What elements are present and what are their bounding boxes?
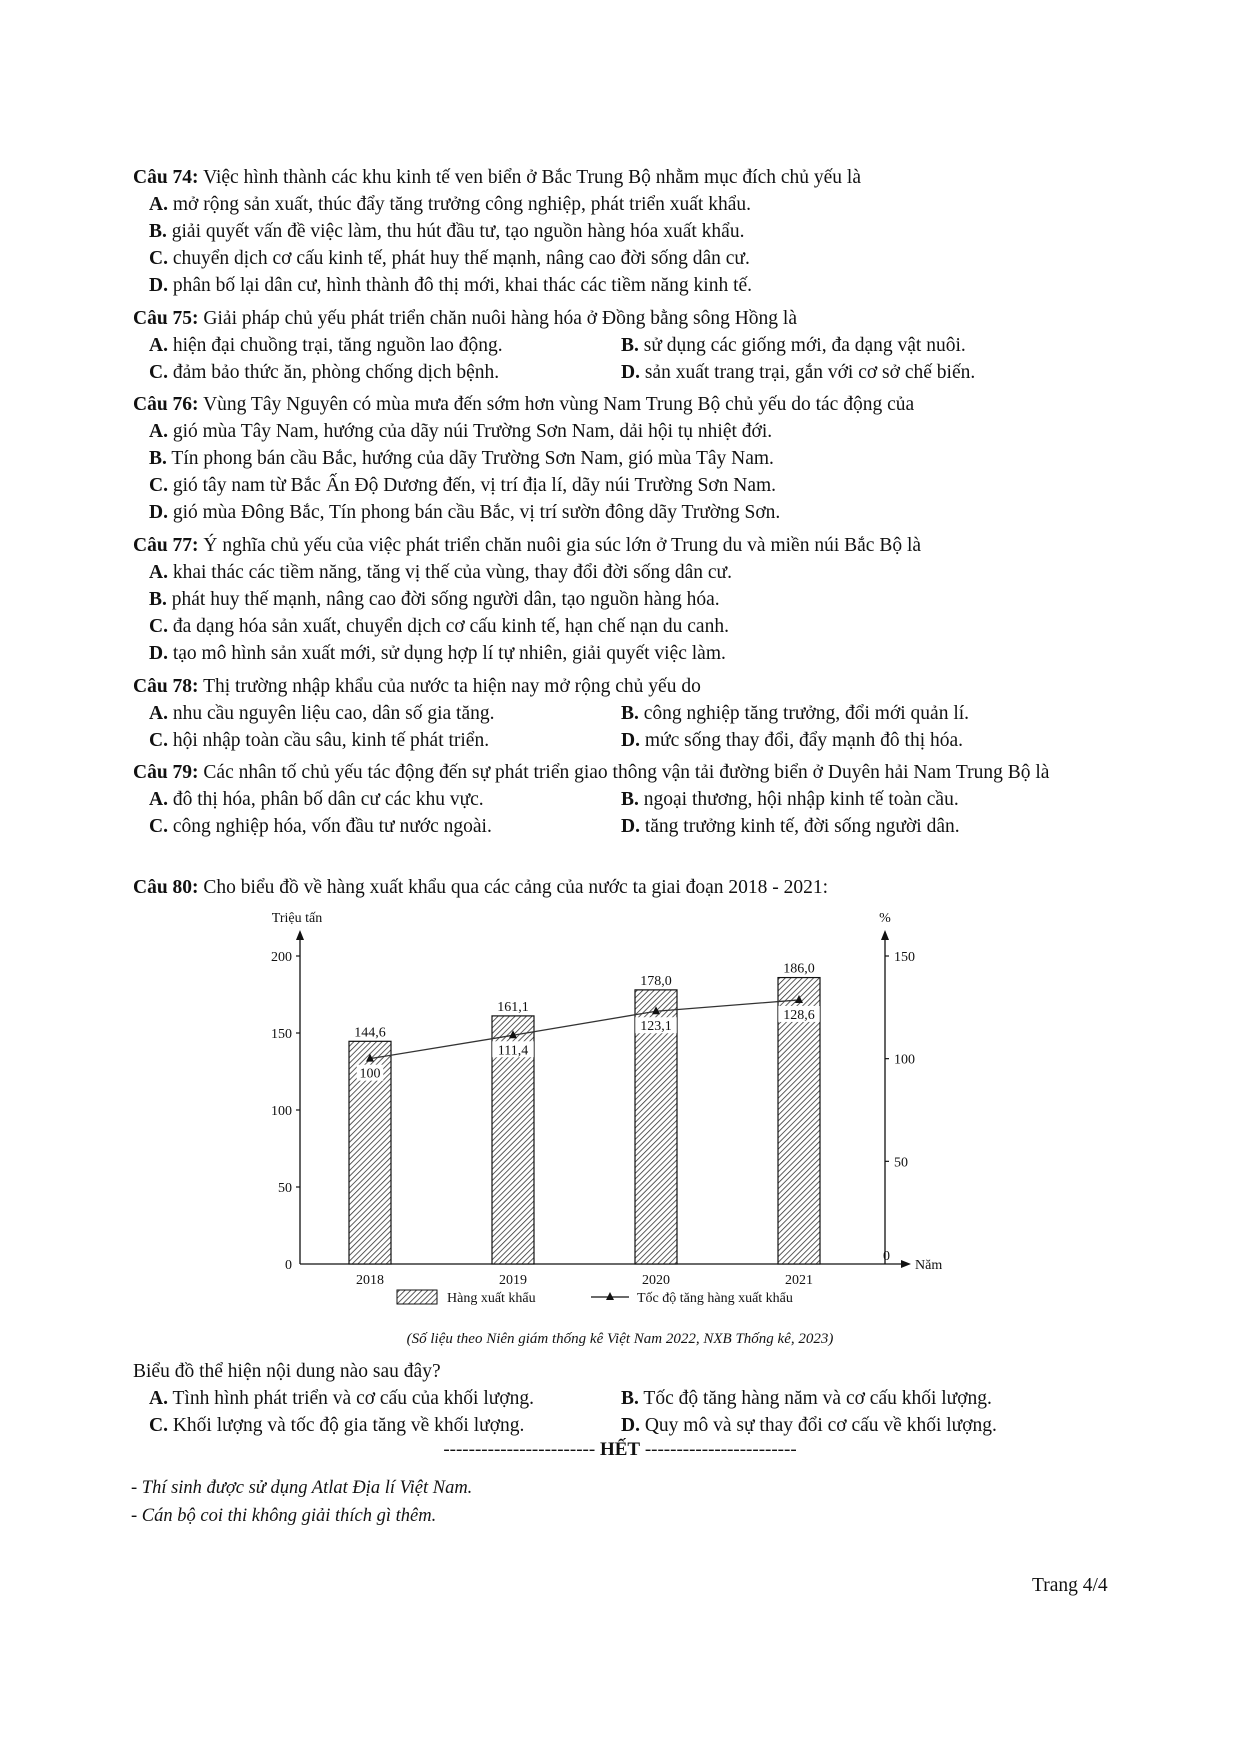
option-text: chuyển dịch cơ cấu kinh tế, phát huy thế mạnh, nâng cao đời sống dân cư. (172, 248, 750, 269)
x-axis-label: Năm (915, 1258, 943, 1273)
chart-svg (255, 908, 975, 1318)
question-stem (133, 874, 1093, 901)
question-text: Thị trường nhập khẩu của nước ta hiện nay mở rộng chủ yếu do (203, 676, 701, 697)
option-letter: D. (149, 275, 168, 296)
bar-value-label: 186,0 (783, 961, 815, 977)
option-b (133, 218, 1093, 245)
option-letter: A. (149, 789, 168, 810)
option-text: ngoại thương, hội nhập kinh tế toàn cầu. (643, 789, 959, 810)
option-b (621, 786, 1093, 813)
options-row (133, 727, 1093, 754)
growth-value-label: 128,6 (783, 1007, 815, 1023)
question-text: Vùng Tây Nguyên có mùa mưa đến sớm hơn vùng Nam Trung Bộ chủ yếu do tác động của (203, 394, 915, 415)
option-text: đa dạng hóa sản xuất, chuyển dịch cơ cấu kinh tế, hạn chế nạn du canh. (172, 616, 729, 637)
option-text: gió tây nam từ Bắc Ấn Độ Dương đến, vị trí địa lí, dãy núi Trường Sơn Nam. (172, 475, 777, 496)
het-word: HẾT (599, 1439, 641, 1460)
left-tick-label: 100 (271, 1104, 292, 1119)
option-a (149, 1385, 621, 1412)
options-row (133, 1385, 1093, 1412)
option-d (133, 640, 1093, 667)
option-letter: B. (621, 703, 639, 724)
question-stem (133, 532, 1093, 559)
option-c (149, 813, 621, 840)
option-letter: D. (621, 816, 640, 837)
left-tick-label: 150 (271, 1027, 292, 1042)
options-row (133, 700, 1093, 727)
question-text: Giải pháp chủ yếu phát triển chăn nuôi hàng hóa ở Đồng bằng sông Hồng là (203, 308, 797, 329)
right-axis-label: % (879, 911, 891, 926)
option-d (621, 727, 1093, 754)
option-a (149, 700, 621, 727)
note-atlat: - Thí sinh được sử dụng Atlat Địa lí Việt Nam. (131, 1478, 473, 1498)
question-number: Câu 80: (133, 877, 199, 898)
option-c (149, 1412, 621, 1439)
bar-value-label: 178,0 (640, 973, 672, 989)
option-text: hội nhập toàn cầu sâu, kinh tế phát triển. (172, 730, 490, 751)
question-text: Ý nghĩa chủ yếu của việc phát triển chăn nuôi gia súc lớn ở Trung du và miền núi Bắc Bộ là (203, 535, 922, 556)
left-tick-label: 50 (278, 1181, 292, 1196)
option-letter: D. (149, 643, 168, 664)
option-letter: C. (149, 362, 168, 383)
question-number: Câu 79: (133, 762, 199, 783)
question-text: Việc hình thành các khu kinh tế ven biển ở Bắc Trung Bộ nhằm mục đích chủ yếu là (203, 167, 861, 188)
options-row (133, 1412, 1093, 1439)
question-80 (133, 874, 1093, 901)
option-text: mức sống thay đổi, đẩy mạnh đô thị hóa. (644, 730, 964, 751)
option-letter: B. (621, 789, 639, 810)
legend-bar-label: Hàng xuất khẩu (447, 1291, 536, 1306)
option-letter: B. (149, 448, 167, 469)
option-text: công nghiệp tăng trưởng, đổi mới quản lí. (643, 703, 970, 724)
legend-bar-swatch (397, 1290, 437, 1304)
options-row (133, 332, 1093, 359)
option-letter: C. (149, 1415, 168, 1436)
right-tick-label: 0 (883, 1249, 890, 1264)
option-text: Tình hình phát triển và cơ cấu của khối lượng. (172, 1388, 535, 1409)
legend-line-label: Tốc độ tăng hàng xuất khẩu (637, 1291, 793, 1306)
option-c (133, 613, 1093, 640)
option-text: Tốc độ tăng hàng năm và cơ cấu khối lượng. (643, 1388, 992, 1409)
option-a (133, 559, 1093, 586)
option-text: khai thác các tiềm năng, tăng vị thế của vùng, thay đổi đời sống dân cư. (172, 562, 732, 583)
left-axis-label: Triệu tấn (271, 911, 323, 926)
growth-value-label: 111,4 (497, 1043, 529, 1059)
x-axis-arrow (901, 1260, 911, 1268)
question-number: Câu 76: (133, 394, 199, 415)
option-letter: B. (149, 221, 167, 242)
question-77 (133, 532, 1093, 667)
option-text: mở rộng sản xuất, thúc đẩy tăng trưởng công nghiệp, phát triển xuất khẩu. (172, 194, 751, 215)
option-text: công nghiệp hóa, vốn đầu tư nước ngoài. (172, 816, 492, 837)
option-a (133, 418, 1093, 445)
option-text: Khối lượng và tốc độ gia tăng về khối lượng. (172, 1415, 525, 1436)
option-letter: A. (149, 562, 168, 583)
question-stem (133, 673, 1093, 700)
question-number: Câu 75: (133, 308, 199, 329)
x-tick-label: 2018 (356, 1273, 384, 1288)
option-letter: D. (621, 362, 640, 383)
option-c (149, 359, 621, 386)
question-stem (133, 164, 1093, 191)
option-letter: A. (149, 194, 168, 215)
growth-value-label: 100 (359, 1066, 381, 1082)
question-74 (133, 164, 1093, 299)
option-d (133, 499, 1093, 526)
option-c (133, 472, 1093, 499)
option-letter: D. (621, 730, 640, 751)
question-text: Các nhân tố chủ yếu tác động đến sự phát triển giao thông vận tải đường biển ở Duyên hải Nam Trung Bộ là (203, 762, 1050, 783)
question-75 (133, 305, 1093, 386)
option-letter: B. (621, 335, 639, 356)
option-c (133, 245, 1093, 272)
options-row (133, 359, 1093, 386)
option-text: đảm bảo thức ăn, phòng chống dịch bệnh. (172, 362, 500, 383)
options-row (133, 786, 1093, 813)
right-tick-label: 150 (894, 950, 915, 965)
question-number: Câu 78: (133, 676, 199, 697)
option-letter: A. (149, 703, 168, 724)
question-prompt: Biểu đồ thể hiện nội dung nào sau đây? (133, 1361, 441, 1382)
left-tick-label: 0 (285, 1258, 292, 1273)
option-b (621, 332, 1093, 359)
question-stem (133, 305, 1093, 332)
chart-source: (Số liệu theo Niên giám thống kê Việt Nam 2022, NXB Thống kê, 2023) (406, 1331, 834, 1347)
growth-value-label: 123,1 (640, 1019, 672, 1035)
right-tick-label: 100 (894, 1052, 915, 1068)
option-letter: C. (149, 475, 168, 496)
option-text: giải quyết vấn đề việc làm, thu hút đầu tư, tạo nguồn hàng hóa xuất khẩu. (171, 221, 745, 242)
right-tick-label: 50 (894, 1155, 908, 1171)
option-text: gió mùa Đông Bắc, Tín phong bán cầu Bắc, vị trí sườn đông dãy Trường Sơn. (172, 502, 781, 523)
option-c (149, 727, 621, 754)
question-number: Câu 77: (133, 535, 199, 556)
option-letter: C. (149, 816, 168, 837)
option-b (133, 586, 1093, 613)
option-text: đô thị hóa, phân bố dân cư các khu vực. (172, 789, 484, 810)
option-b (133, 445, 1093, 472)
option-text: tăng trưởng kinh tế, đời sống người dân. (644, 816, 960, 837)
option-text: Quy mô và sự thay đổi cơ cấu về khối lượng. (644, 1415, 997, 1436)
option-letter: B. (149, 589, 167, 610)
x-tick-label: 2020 (642, 1273, 670, 1288)
left-axis-arrow (296, 930, 304, 940)
question-79 (133, 759, 1093, 840)
option-d (621, 359, 1093, 386)
bar-value-label: 144,6 (354, 1025, 386, 1041)
options-row (133, 813, 1093, 840)
left-tick-label: 200 (271, 950, 292, 965)
question-76 (133, 391, 1093, 526)
option-text: Tín phong bán cầu Bắc, hướng của dãy Trường Sơn Nam, gió mùa Tây Nam. (171, 448, 774, 469)
question-stem (133, 759, 1093, 786)
option-text: phân bố lại dân cư, hình thành đô thị mới, khai thác các tiềm năng kinh tế. (172, 275, 753, 296)
growth-line (370, 1000, 799, 1059)
option-letter: D. (621, 1415, 640, 1436)
option-letter: B. (621, 1388, 639, 1409)
option-letter: A. (149, 421, 168, 442)
option-a (149, 786, 621, 813)
x-tick-label: 2019 (499, 1273, 527, 1288)
option-b (621, 1385, 1093, 1412)
option-text: phát huy thế mạnh, nâng cao đời sống người dân, tạo nguồn hàng hóa. (171, 589, 720, 610)
question-stem (133, 391, 1093, 418)
right-axis-arrow (881, 930, 889, 940)
question-80-options (133, 1358, 1093, 1439)
export-chart (255, 908, 975, 1318)
question-number: Câu 74: (133, 167, 199, 188)
option-letter: A. (149, 335, 168, 356)
option-text: tạo mô hình sản xuất mới, sử dụng hợp lí tự nhiên, giải quyết việc làm. (172, 643, 726, 664)
dashes-right: ------------------------ (644, 1439, 797, 1460)
option-d (133, 272, 1093, 299)
note-no-explain: - Cán bộ coi thi không giải thích gì thêm. (131, 1506, 437, 1526)
option-letter: D. (149, 502, 168, 523)
bar-value-label: 161,1 (497, 999, 529, 1015)
legend-line-marker (606, 1292, 614, 1300)
option-letter: C. (149, 248, 168, 269)
option-d (621, 1412, 1093, 1439)
page-number: Trang 4/4 (1032, 1575, 1108, 1596)
dashes-left: ------------------------ (443, 1439, 596, 1460)
end-marker (0, 1439, 1240, 1461)
question-text: Cho biểu đồ về hàng xuất khẩu qua các cảng của nước ta giai đoạn 2018 - 2021: (203, 877, 829, 898)
option-letter: C. (149, 730, 168, 751)
option-a (133, 191, 1093, 218)
x-tick-label: 2021 (785, 1273, 813, 1288)
option-text: gió mùa Tây Nam, hướng của dãy núi Trường Sơn Nam, dải hội tụ nhiệt đới. (172, 421, 773, 442)
option-b (621, 700, 1093, 727)
question-78 (133, 673, 1093, 754)
option-letter: C. (149, 616, 168, 637)
option-text: sản xuất trang trại, gắn với cơ sở chế biến. (644, 362, 976, 383)
option-letter: A. (149, 1388, 168, 1409)
option-text: sử dụng các giống mới, đa dạng vật nuôi. (643, 335, 966, 356)
option-text: nhu cầu nguyên liệu cao, dân số gia tăng. (172, 703, 495, 724)
option-d (621, 813, 1093, 840)
option-text: hiện đại chuồng trại, tăng nguồn lao động. (172, 335, 503, 356)
option-a (149, 332, 621, 359)
